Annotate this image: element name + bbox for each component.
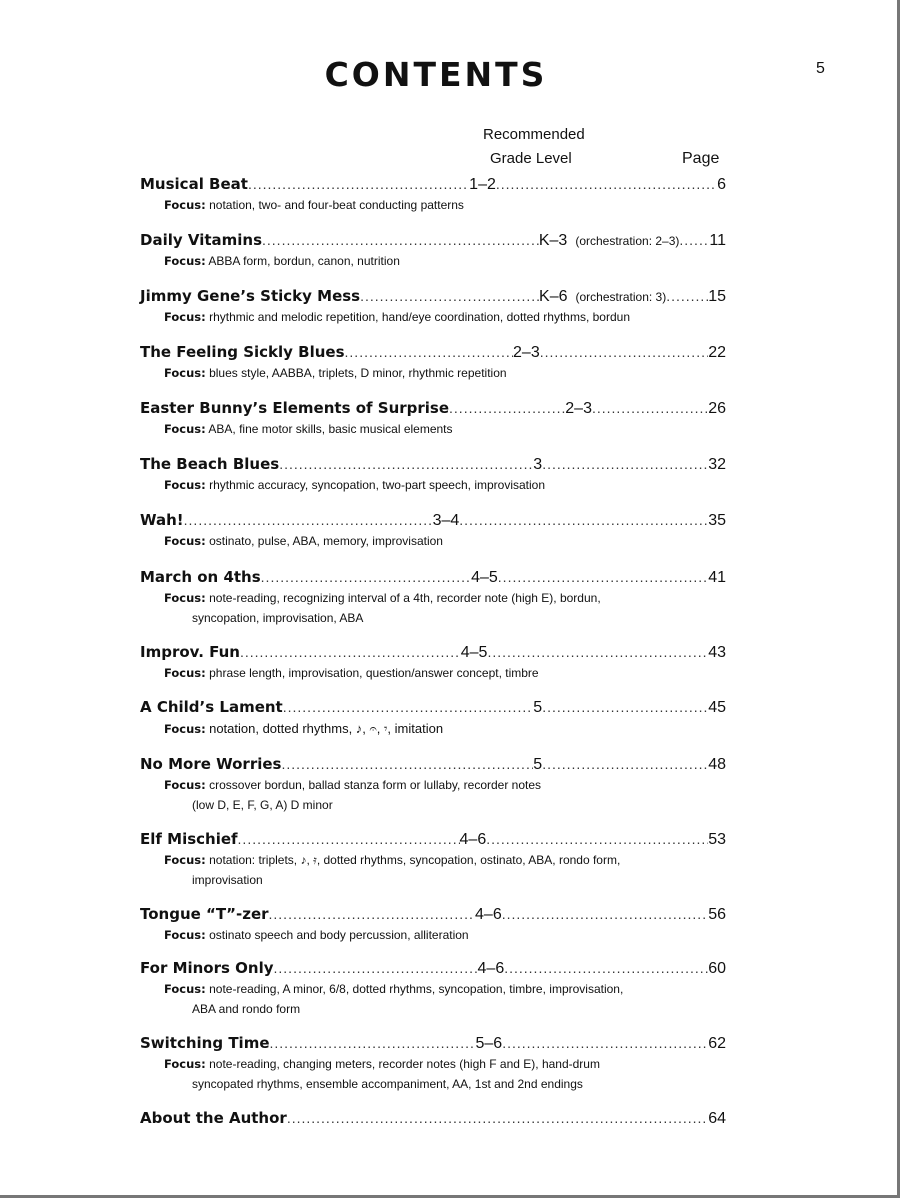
dot-leader <box>240 642 461 662</box>
focus-text: note-reading, recognizing interval of a 4th, recorder note (high E), bordun, <box>209 591 601 605</box>
dot-leader <box>270 1033 476 1053</box>
entry-title[interactable]: Daily Vitamins <box>140 231 263 249</box>
dot-leader <box>184 510 433 530</box>
entry-grade: 3–4 <box>432 512 460 529</box>
focus-label: Focus: <box>164 1057 206 1071</box>
dot-leader <box>496 174 717 194</box>
focus-continuation: improvisation <box>192 873 263 887</box>
focus-label: Focus: <box>164 722 206 736</box>
page-header: Page <box>682 150 720 167</box>
focus-label: Focus: <box>164 928 206 942</box>
entry-focus <box>140 776 726 795</box>
grade-header-line1: Recommended <box>483 126 585 143</box>
toc-entry[interactable] <box>140 1108 726 1129</box>
grade-header-line2: Grade Level <box>490 150 572 167</box>
focus-text: blues style, AABBA, triplets, D minor, rhythmic repetition <box>209 366 507 380</box>
focus-label: Focus: <box>164 478 206 492</box>
toc-entry[interactable] <box>140 286 726 327</box>
entry-title[interactable]: For Minors Only <box>140 959 274 977</box>
entry-title[interactable]: Switching Time <box>140 1034 270 1052</box>
entry-grade: 5 <box>533 756 543 773</box>
toc-entry[interactable] <box>140 829 726 890</box>
focus-text: ostinato, pulse, ABA, memory, improvisation <box>209 534 443 548</box>
focus-label: Focus: <box>164 778 206 792</box>
focus-label: Focus: <box>164 853 206 867</box>
dot-leader <box>360 286 539 306</box>
focus-label: Focus: <box>164 422 206 436</box>
entry-grade: 4–6 <box>477 960 505 977</box>
entry-focus <box>140 589 726 608</box>
toc-entry[interactable] <box>140 398 726 439</box>
focus-text: rhythmic accuracy, syncopation, two-part speech, improvisation <box>209 478 546 492</box>
focus-text: note-reading, A minor, 6/8, dotted rhythms, syncopation, timbre, improvisation, <box>209 982 624 996</box>
page-number: 5 <box>816 60 825 77</box>
entry-page: 15 <box>708 288 726 305</box>
dot-leader <box>542 754 708 774</box>
entry-focus <box>140 420 726 439</box>
entry-grade: 3 <box>533 456 543 473</box>
entry-title[interactable]: The Feeling Sickly Blues <box>140 343 345 361</box>
entry-focus <box>140 308 726 327</box>
entry-page: 53 <box>708 831 727 848</box>
toc-entry[interactable] <box>140 958 726 1019</box>
entry-title[interactable]: Jimmy Gene’s Sticky Mess <box>140 287 361 305</box>
dot-leader <box>345 342 513 362</box>
focus-text: ABA, fine motor skills, basic musical elements <box>208 422 453 436</box>
focus-text: note-reading, changing meters, recorder notes (high F and E), hand-drum <box>209 1057 600 1071</box>
focus-continuation: syncopation, improvisation, ABA <box>192 611 364 625</box>
entry-title[interactable]: March on 4ths <box>140 568 261 586</box>
entry-page: 62 <box>708 1035 726 1052</box>
entry-focus <box>140 476 726 495</box>
dot-leader <box>274 958 478 978</box>
entry-grade: 2–3 <box>513 344 540 361</box>
focus-label: Focus: <box>164 310 206 324</box>
entry-orchestration: (orchestration: 3) <box>575 290 667 304</box>
dot-leader <box>679 230 709 250</box>
entry-grade: 4–6 <box>459 831 487 848</box>
entry-page: 35 <box>708 512 726 529</box>
toc-entry[interactable] <box>140 1033 726 1094</box>
entry-title[interactable]: Wah! <box>140 511 184 529</box>
dot-leader <box>248 174 469 194</box>
dot-leader <box>287 1108 708 1128</box>
dot-leader <box>449 398 565 418</box>
entry-page: 41 <box>708 569 727 586</box>
entry-title[interactable]: The Beach Blues <box>140 455 280 473</box>
entry-grade: 5–6 <box>475 1035 503 1052</box>
dot-leader <box>486 829 708 849</box>
focus-text: notation, dotted rhythms, ♪, 𝄐, 𝄾, imitation <box>209 721 444 736</box>
entry-page: 11 <box>709 232 726 249</box>
dot-leader <box>542 697 708 717</box>
dot-leader <box>279 454 533 474</box>
entry-focus <box>140 926 726 945</box>
focus-continuation: ABA and rondo form <box>192 1002 301 1016</box>
entry-grade: K–3 <box>538 232 568 249</box>
entry-grade: 2–3 <box>565 400 592 417</box>
entry-focus <box>140 719 726 739</box>
dot-leader <box>666 286 708 306</box>
entry-page: 64 <box>708 1110 726 1127</box>
entry-title[interactable]: Easter Bunny’s Elements of Surprise <box>140 399 450 417</box>
entry-page: 26 <box>708 400 726 417</box>
focus-text: rhythmic and melodic repetition, hand/eye coordination, dotted rhythms, bordun <box>209 310 631 324</box>
dot-leader <box>238 829 460 849</box>
entry-page: 45 <box>708 699 726 716</box>
entry-focus <box>140 664 726 683</box>
entry-focus <box>140 851 726 870</box>
entry-grade: 1–2 <box>469 176 496 193</box>
entry-focus <box>140 532 726 551</box>
entry-grade: 4–5 <box>460 644 488 661</box>
toc-entry[interactable] <box>140 230 726 271</box>
page-title: CONTENTS <box>324 55 548 94</box>
entry-page: 43 <box>708 644 727 661</box>
toc-entry[interactable] <box>140 342 726 383</box>
focus-text: phrase length, improvisation, question/answer concept, timbre <box>209 666 539 680</box>
entry-focus <box>140 1055 726 1074</box>
dot-leader <box>283 697 534 717</box>
dot-leader <box>542 454 708 474</box>
toc-entry[interactable] <box>140 642 726 683</box>
entry-page: 22 <box>708 344 726 361</box>
entry-page: 32 <box>708 456 726 473</box>
toc-entry[interactable] <box>140 510 726 551</box>
focus-label: Focus: <box>164 534 206 548</box>
focus-text: crossover bordun, ballad stanza form or lullaby, recorder notes <box>209 778 542 792</box>
toc-entry[interactable] <box>140 904 726 945</box>
toc-entry[interactable] <box>140 754 726 815</box>
entry-grade: 5 <box>533 699 543 716</box>
toc-entry[interactable] <box>140 454 726 495</box>
entry-page: 48 <box>708 756 726 773</box>
dot-leader <box>262 230 539 250</box>
toc-entry[interactable] <box>140 567 726 628</box>
dot-leader <box>459 510 708 530</box>
entry-grade: 4–6 <box>475 906 502 923</box>
entry-title[interactable]: Tongue “T”-zer <box>140 905 269 923</box>
dot-leader <box>261 567 471 587</box>
dot-leader <box>502 904 709 924</box>
focus-label: Focus: <box>164 198 206 212</box>
entry-page: 56 <box>708 906 727 923</box>
focus-continuation: syncopated rhythms, ensemble accompaniment, AA, 1st and 2nd endings <box>192 1077 583 1091</box>
entry-focus <box>140 196 726 215</box>
dot-leader <box>498 567 708 587</box>
focus-text: notation, two- and four-beat conducting patterns <box>209 198 464 212</box>
entry-page: 6 <box>717 176 726 193</box>
focus-label: Focus: <box>164 366 206 380</box>
dot-leader <box>504 958 708 978</box>
focus-text: ABBA form, bordun, canon, nutrition <box>208 254 400 268</box>
focus-label: Focus: <box>164 591 206 605</box>
focus-label: Focus: <box>164 666 206 680</box>
focus-label: Focus: <box>164 254 206 268</box>
focus-text: notation: triplets, ♪, 𝄿, dotted rhythms, syncopation, ostinato, ABA, rondo form, <box>209 853 621 867</box>
entry-title[interactable]: Improv. Fun <box>140 643 240 661</box>
toc-entry[interactable] <box>140 697 726 739</box>
dot-leader <box>502 1033 708 1053</box>
entry-title[interactable]: No More Worries <box>140 755 282 773</box>
entry-grade: 4–5 <box>471 569 498 586</box>
entry-focus <box>140 980 726 999</box>
entry-orchestration: (orchestration: 2–3) <box>575 234 680 248</box>
toc-entry[interactable] <box>140 174 726 215</box>
focus-continuation: (low D, E, F, G, A) D minor <box>192 798 333 812</box>
entry-grade: K–6 <box>539 288 568 305</box>
dot-leader <box>269 904 476 924</box>
focus-label: Focus: <box>164 982 206 996</box>
entry-focus <box>140 252 726 271</box>
dot-leader <box>592 398 708 418</box>
entry-focus <box>140 364 726 383</box>
entry-title[interactable]: Elf Mischief <box>140 830 238 848</box>
entry-page: 60 <box>708 960 727 977</box>
dot-leader <box>487 642 708 662</box>
dot-leader <box>281 754 533 774</box>
dot-leader <box>540 342 708 362</box>
entry-title[interactable]: Musical Beat <box>140 175 248 193</box>
entry-title[interactable]: A Child’s Lament <box>140 698 283 716</box>
focus-text: ostinato speech and body percussion, alliteration <box>209 928 469 942</box>
entry-title[interactable]: About the Author <box>140 1109 287 1127</box>
